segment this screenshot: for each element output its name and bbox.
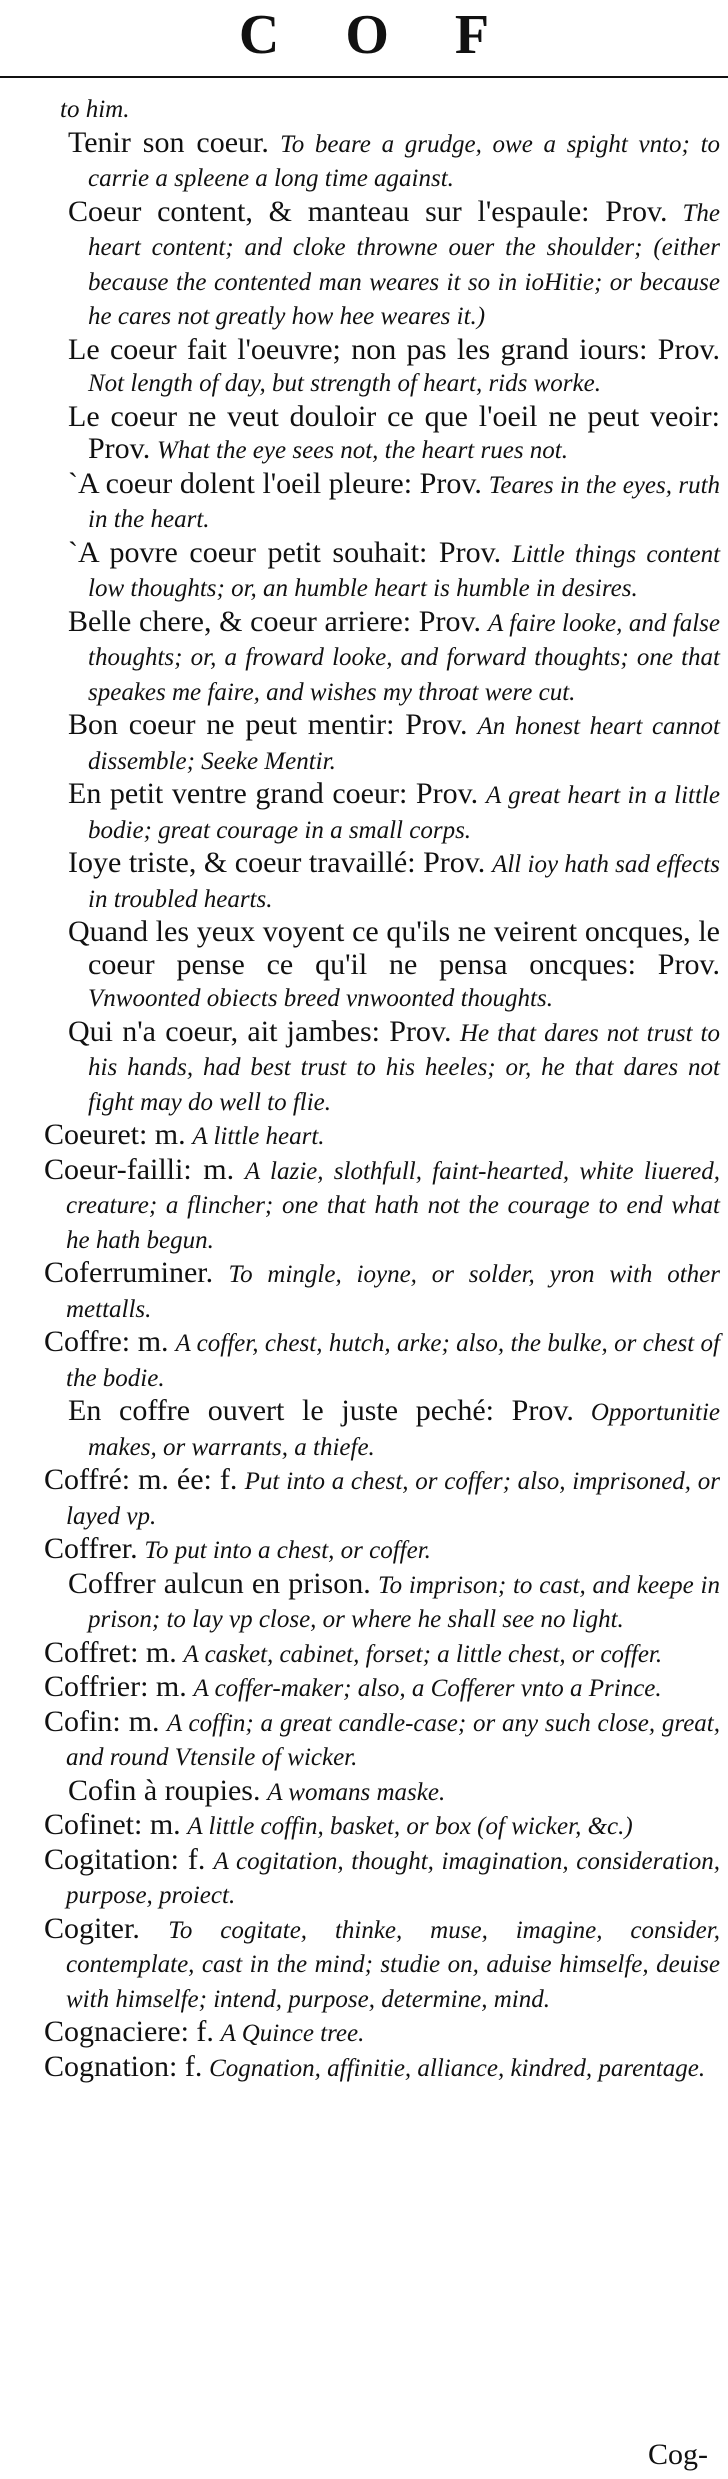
- entry-definition: Cognation, affinitie, alliance, kindred, parentage.: [209, 2054, 706, 2082]
- entry-definition: An honest heart cannot dissemble; Seeke Mentir.: [88, 713, 720, 775]
- entry-definition: A little heart.: [192, 1123, 325, 1150]
- dictionary-entry: [44, 2016, 720, 2051]
- entry-definition: Vnwoonted obiects breed vnwoonted thoughts.: [88, 985, 553, 1012]
- entry-definition: What the eye sees not, the heart rues not.: [156, 437, 568, 464]
- entry-definition: The heart content; and cloke throwne ouer the shoulder; (either because the contented man weares it so in ioHitie; or because he cares not greatly how hee weares it.): [88, 199, 720, 330]
- dictionary-entry: [44, 778, 720, 847]
- dictionary-entry: [44, 1016, 720, 1120]
- entry-definition: Put into a chest, or coffer; also, imprisoned, or layed vp.: [66, 1468, 721, 1530]
- dictionary-entry: [44, 709, 720, 778]
- dictionary-entry: [44, 127, 720, 196]
- entry-headword: Coeur content, & manteau sur l'espaule: Prov.: [68, 194, 668, 228]
- entry-definition: A Quince tree.: [220, 2020, 365, 2047]
- entry-headword: En coffre ouvert le juste peché: Prov.: [68, 1394, 574, 1427]
- entry-definition: A casket, cabinet, forset; a little chest, or coffer.: [183, 1640, 663, 1668]
- entry-headword: Coffrer aulcun en prison.: [68, 1566, 371, 1600]
- entry-definition: A coffer-maker; also, a Cofferer vnto a Prince.: [193, 1675, 662, 1702]
- entry-definition: Not length of day, but strength of heart, rids worke.: [88, 370, 601, 397]
- catchword: Cog-: [648, 2438, 708, 2471]
- dictionary-entry: [44, 2051, 720, 2086]
- dictionary-entries: [44, 92, 720, 2085]
- dictionary-entry: [44, 537, 720, 606]
- entry-headword: Cognaciere: f.: [44, 2015, 214, 2048]
- dictionary-entry: [44, 1395, 720, 1464]
- dictionary-entry: [44, 1671, 720, 1706]
- entry-definition: A lazie, slothfull, faint-hearted, white liuered, creature; a flincher; one that hath not the courage to end what he hath begun.: [66, 1157, 720, 1254]
- entry-definition: A cogitation, thought, imagination, consideration, purpose, proiect.: [66, 1847, 720, 1909]
- entry-headword: Coffré: m. ée: f.: [44, 1463, 238, 1496]
- entry-definition: A coffin; a great candle-case; or any such close, great, and round Vtensile of wicker.: [66, 1709, 720, 1771]
- dictionary-entry: [44, 334, 720, 401]
- dictionary-entry: [44, 1326, 720, 1395]
- dictionary-entry: [44, 196, 720, 334]
- header-rule: [0, 76, 728, 78]
- entry-definition: A coffer, chest, hutch, arke; also, the bulke, or chest of the bodie.: [66, 1330, 720, 1392]
- entry-headword: Coffret: m.: [44, 1635, 177, 1669]
- dictionary-entry: [44, 1257, 720, 1326]
- entry-definition: He that dares not trust to his hands, had best trust to his heeles; or, he that dares not fight may do well to flie.: [88, 1019, 720, 1116]
- entry-headword: Coeuret: m.: [44, 1118, 186, 1151]
- dictionary-entry: [44, 606, 720, 710]
- entry-definition: To imprison; to cast, and keepe in prison; to lay vp close, or where he shall see no light.: [88, 1571, 720, 1633]
- entry-headword: En petit ventre grand coeur: Prov.: [68, 777, 479, 810]
- dictionary-entry: [44, 1464, 720, 1533]
- entry-headword: Coffrer.: [44, 1532, 138, 1565]
- entry-headword: Cogiter.: [44, 1911, 140, 1945]
- entry-headword: Le coeur ne veut douloir ce que l'oeil ne peut veoir: Prov.: [68, 399, 720, 465]
- entry-headword: `A povre coeur petit souhait: Prov.: [68, 535, 502, 569]
- page-header: [0, 0, 728, 84]
- entry-headword: Coffrier: m.: [44, 1670, 187, 1703]
- entry-definition: to him.: [60, 96, 130, 123]
- entry-headword: Le coeur fait l'oeuvre; non pas les grand iours: Prov.: [68, 332, 720, 366]
- entry-definition: To mingle, ioyne, or solder, yron with other mettalls.: [66, 1261, 721, 1323]
- dictionary-entry: [44, 1154, 720, 1258]
- dictionary-entry: [44, 916, 720, 1016]
- entry-definition: Teares in the eyes, ruth in the heart.: [88, 471, 721, 533]
- dictionary-entry: [44, 1706, 720, 1775]
- entry-headword: Qui n'a coeur, ait jambes: Prov.: [68, 1014, 452, 1048]
- entry-definition: A great heart in a little bodie; great courage in a small corps.: [88, 782, 720, 844]
- dictionary-entry: [44, 1568, 720, 1637]
- entry-definition: A little coffin, basket, or box (of wicker, &c.): [187, 1813, 633, 1840]
- dictionary-entry: [44, 92, 720, 127]
- entry-headword: Belle chere, & coeur arriere: Prov.: [68, 604, 482, 638]
- entry-headword: Coffre: m.: [44, 1325, 169, 1358]
- entry-headword: Cofin à roupies.: [68, 1773, 261, 1807]
- dictionary-entry: [44, 1809, 720, 1844]
- entry-headword: Cofin: m.: [44, 1704, 160, 1738]
- entry-headword: Bon coeur ne peut mentir: Prov.: [68, 708, 468, 741]
- entry-headword: Cofinet: m.: [44, 1808, 181, 1841]
- entry-definition: To put into a chest, or coffer.: [144, 1537, 431, 1564]
- dictionary-entry: [44, 1637, 720, 1672]
- entry-headword: Tenir son coeur.: [68, 125, 269, 159]
- entry-definition: A womans maske.: [267, 1778, 446, 1806]
- entry-definition: To cogitate, thinke, muse, imagine, consider, contemplate, cast in the mind; studie on, aduise himselfe, deuise with himselfe; intend, purpose, determine, mind.: [66, 1916, 720, 2013]
- dictionary-entry: [44, 1913, 720, 2017]
- dictionary-entry: [44, 1119, 720, 1154]
- entry-headword: Coeur-failli: m.: [44, 1152, 235, 1186]
- entry-definition: All ioy hath sad effects in troubled hearts.: [88, 851, 720, 913]
- dictionary-entry: [44, 1844, 720, 1913]
- entry-headword: Cogitation: f.: [44, 1842, 206, 1876]
- entry-definition: Opportunitie makes, or warrants, a thiefe.: [88, 1399, 721, 1461]
- entry-headword: Quand les yeux voyent ce qu'ils ne veirent oncques, le coeur pense ce qu'il ne pensa oncques: Prov.: [68, 915, 720, 981]
- entry-definition: To beare a grudge, owe a spight vnto; to carrie a spleene a long time against.: [88, 130, 721, 192]
- entry-definition: A faire looke, and false thoughts; or, a froward looke, and forward thoughts; one that speakes me faire, and wishes my throat were cut.: [88, 609, 720, 706]
- dictionary-entry: [44, 468, 720, 537]
- entry-headword: Ioye triste, & coeur travaillé: Prov.: [68, 846, 486, 879]
- entry-headword: Cognation: f.: [44, 2049, 203, 2083]
- entry-definition: Little things content low thoughts; or, an humble heart is humble in desires.: [88, 540, 721, 602]
- page-title: C O F: [238, 4, 516, 66]
- dictionary-entry: [44, 847, 720, 916]
- dictionary-entry: [44, 401, 720, 468]
- dictionary-entry: [44, 1533, 720, 1568]
- dictionary-entry: [44, 1775, 720, 1810]
- entry-headword: Coferruminer.: [44, 1256, 214, 1289]
- entry-headword: `A coeur dolent l'oeil pleure: Prov.: [68, 466, 482, 500]
